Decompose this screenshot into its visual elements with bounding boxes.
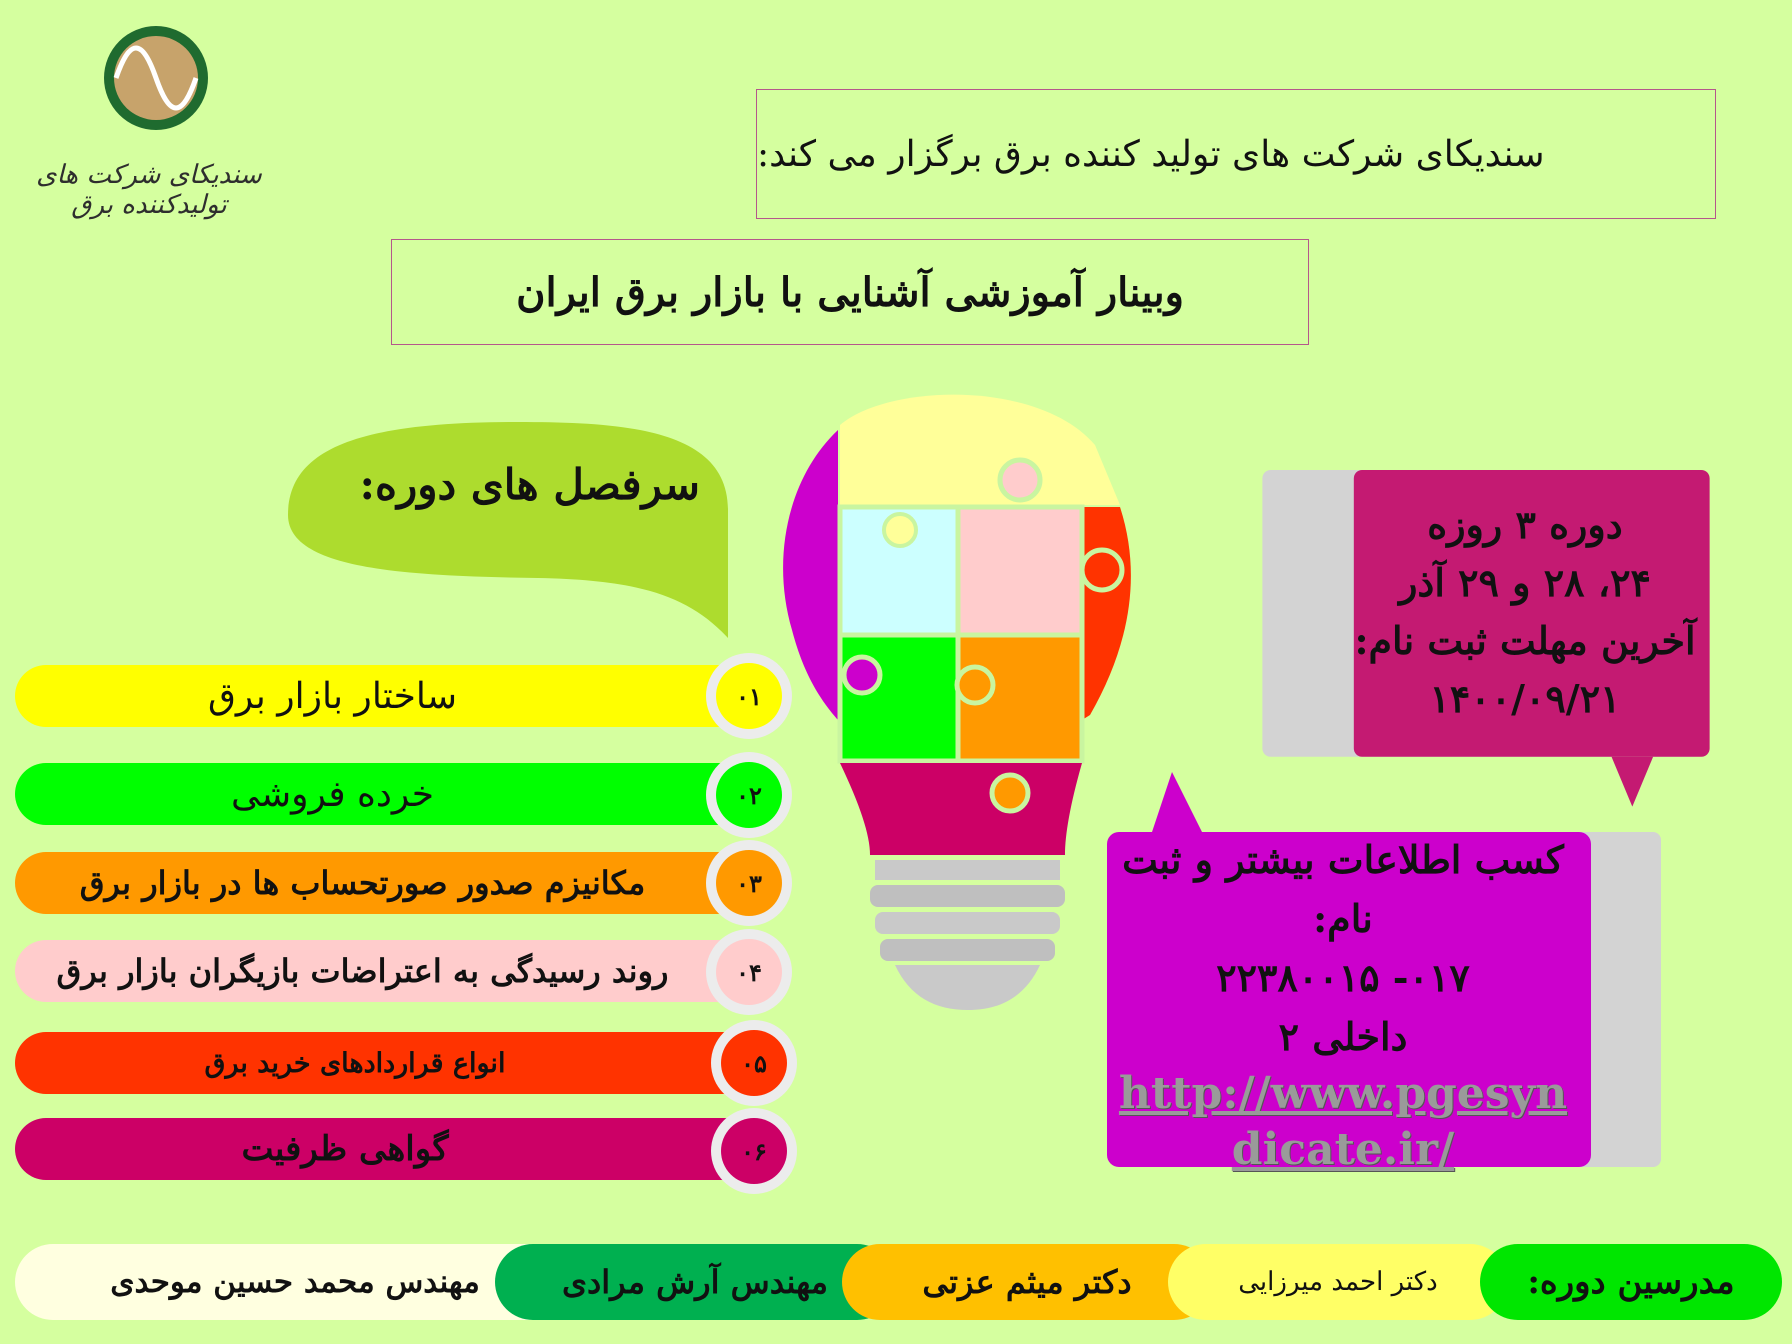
website-link[interactable]: http://www.pgesyndicate.ir/	[1118, 1068, 1568, 1175]
topic-label: روند رسیدگی به اعتراضات بازیگران بازار برق	[56, 952, 669, 990]
contact-heading-cont: نام:	[1313, 896, 1373, 941]
instructor-name: مهندس محمد حسین موحدی	[110, 1264, 480, 1300]
instructors-label: مدرسین دوره:	[1527, 1262, 1735, 1302]
course-dates: ۲۴، ۲۸ و ۲۹ آذر	[1399, 560, 1651, 605]
course-duration: دوره ۳ روزه	[1427, 502, 1623, 547]
contact-extension: داخلی ۲	[1278, 1014, 1408, 1059]
webinar-title: وبینار آموزشی آشنایی با بازار برق ایران	[516, 268, 1184, 316]
organizer-text: سندیکای شرکت های تولید کننده برق برگزار می کند:	[757, 133, 1545, 175]
lightbulb-puzzle-icon	[770, 385, 1150, 1030]
topic-bar-3	[15, 852, 750, 914]
topic-number: ۰۳	[716, 850, 782, 916]
topic-label: ساختار بازار برق	[207, 675, 458, 717]
topics-title: سرفصل های دوره:	[359, 460, 700, 509]
deadline-date: ۱۴۰۰/۰۹/۲۱	[1429, 676, 1621, 721]
topic-bar-2	[15, 763, 750, 825]
topic-number: ۰۱	[716, 663, 782, 729]
topic-label: خرده فروشی	[230, 773, 435, 815]
instructor-pill-1	[1168, 1244, 1508, 1320]
webinar-title-box	[391, 239, 1309, 345]
instructor-name: مهندس آرش مرادی	[561, 1263, 829, 1301]
contact-text	[1112, 830, 1574, 1066]
speech-bubble	[288, 420, 733, 642]
instructor-pill-2	[842, 1244, 1212, 1320]
topic-number: ۰۶	[721, 1118, 787, 1184]
logo-text: سندیکای شرکت های تولیدکننده برق	[36, 160, 262, 220]
contact-phone: ۰۱۷- ۲۲۳۸۰۰۱۵	[1216, 955, 1470, 1000]
instructors-label-pill	[1480, 1244, 1782, 1320]
topic-bar-5	[15, 1032, 755, 1094]
instructor-pill-4	[15, 1244, 575, 1320]
topic-number: ۰۵	[721, 1030, 787, 1096]
topic-label: انواع قراردادهای خرید برق	[204, 1047, 506, 1079]
topic-number-badge	[711, 1108, 797, 1194]
sine-wave-logo-icon	[24, 20, 274, 160]
topic-number: ۰۲	[716, 762, 782, 828]
organizer-banner	[756, 89, 1716, 219]
topic-label: مکانیزم صدور صورتحساب ها در بازار برق	[79, 864, 646, 902]
instructor-pill-3	[495, 1244, 895, 1320]
topic-number-badge	[711, 1020, 797, 1106]
contact-heading: کسب اطلاعات بیشتر و ثبت	[1122, 837, 1564, 882]
topic-bar-6	[15, 1118, 755, 1180]
topic-number: ۰۴	[716, 939, 782, 1005]
deadline-label: آخرین مهلت ثبت نام:	[1354, 618, 1696, 663]
schedule-text	[1330, 496, 1720, 728]
topic-bar-1	[15, 665, 750, 727]
topic-label: گواهی ظرفیت	[241, 1129, 449, 1169]
topic-bar-4	[15, 940, 750, 1002]
logo	[24, 20, 274, 220]
instructor-name: دکتر احمد میرزایی	[1238, 1267, 1438, 1297]
instructor-name: دکتر میثم عزتی	[922, 1263, 1132, 1301]
